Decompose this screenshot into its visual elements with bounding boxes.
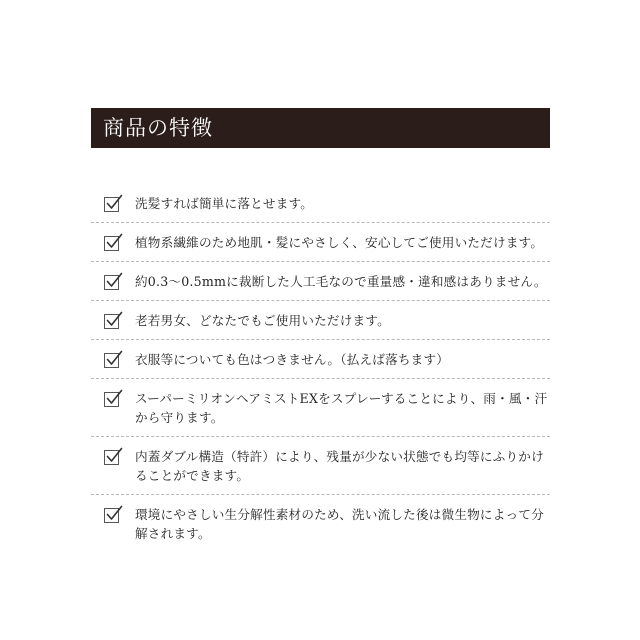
feature-text: 衣服等についても色はつきません。（払えば落ちます） <box>135 352 450 367</box>
feature-text: 約0.3～0.5mmに裁断した人工毛なので重量感・違和感はありません。 <box>135 274 547 289</box>
checkbox-check-icon <box>103 349 123 369</box>
feature-list <box>91 184 550 552</box>
feature-text: 洗髪すれば簡単に落とせます。 <box>135 196 314 211</box>
checkbox-check-icon <box>103 271 123 291</box>
feature-item <box>91 495 550 552</box>
feature-item <box>91 437 550 495</box>
feature-item <box>91 301 550 340</box>
feature-item <box>91 340 550 379</box>
section-title: 商品の特徴 <box>103 115 213 140</box>
feature-text: 植物系繊維のため地肌・髪にやさしく、安心してご使用いただけます。 <box>135 235 544 250</box>
feature-item <box>91 379 550 437</box>
feature-text: 内蓋ダブル構造（特許）により、残量が少ない状態でも均等にふりかけることができます。 <box>135 449 544 483</box>
checkbox-check-icon <box>103 232 123 252</box>
feature-item <box>91 223 550 262</box>
checkbox-check-icon <box>103 310 123 330</box>
section-title-bar <box>91 108 550 148</box>
checkbox-check-icon <box>103 193 123 213</box>
feature-item <box>91 184 550 223</box>
feature-text: スーパーミリオンヘアミストEXをスプレーすることにより、雨・風・汗から守ります。 <box>135 391 548 425</box>
feature-text: 環境にやさしい生分解性素材のため、洗い流した後は微生物によって分解されます。 <box>135 507 544 541</box>
feature-item <box>91 262 550 301</box>
feature-text: 老若男女、どなたでもご使用いただけます。 <box>135 313 390 328</box>
checkbox-check-icon <box>103 446 123 466</box>
checkbox-check-icon <box>103 504 123 524</box>
checkbox-check-icon <box>103 388 123 408</box>
